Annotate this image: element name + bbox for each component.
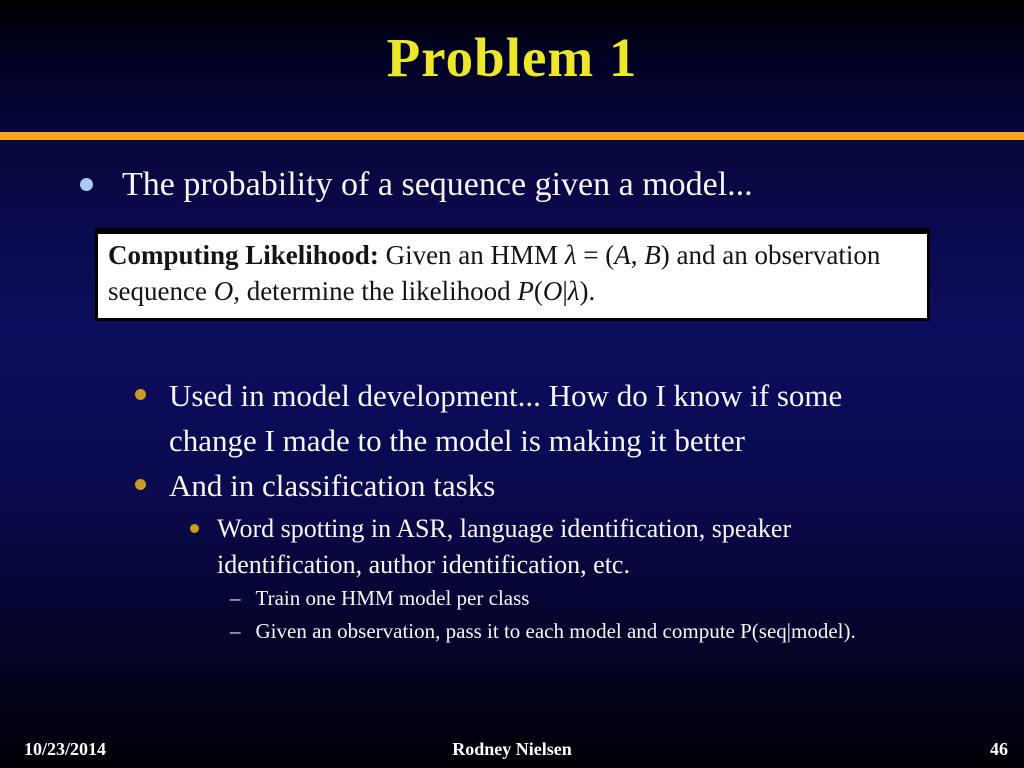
slide-title: Problem 1 — [386, 27, 638, 88]
excerpt-math-lambda: λ — [564, 240, 577, 270]
bullet-item-level3 — [190, 511, 930, 583]
bullet-dot-icon — [80, 178, 93, 191]
bullet-text — [169, 373, 842, 463]
bullet-item-level4 — [230, 617, 990, 645]
dash-bullet-icon: – — [230, 586, 241, 610]
excerpt-text: , determine the likelihood — [233, 276, 518, 306]
bullet-item-level1 — [80, 162, 980, 208]
bullet-line: change I made to the model is making it better — [169, 423, 745, 458]
bullet-dot-icon — [135, 479, 146, 490]
excerpt-math-B: B — [644, 240, 661, 270]
footer-page-number: 46 — [990, 739, 1008, 759]
excerpt-text: , — [630, 240, 645, 270]
excerpt-math-O: O — [213, 276, 234, 306]
bullet-line: Word spotting in ASR, language identification, speaker — [217, 514, 792, 543]
bullet-text: And in classification tasks — [169, 468, 496, 503]
footer-author: Rodney Nielsen — [452, 739, 572, 759]
bullet-line: identification, author identification, etc. — [217, 550, 630, 579]
excerpt-text: sequence — [108, 276, 214, 306]
dash-bullet-icon: – — [230, 619, 241, 643]
bullet-text — [217, 511, 791, 583]
bullet-item-level4 — [230, 584, 990, 612]
bullet-item-level2 — [135, 373, 935, 463]
excerpt-math-O2: O — [542, 276, 563, 306]
bullet-text: The probability of a sequence given a model... — [122, 166, 753, 203]
title-divider — [0, 132, 1024, 140]
bullet-item-level2 — [135, 463, 935, 508]
excerpt-math-lambda2: λ — [567, 276, 580, 306]
excerpt-text: = ( — [576, 240, 615, 270]
excerpt-text: ( — [533, 276, 543, 306]
bullet-text: Train one HMM model per class — [255, 586, 530, 610]
textbook-excerpt-box — [95, 228, 930, 321]
excerpt-text: Given an HMM — [378, 240, 565, 270]
excerpt-text: ) and an observation — [660, 240, 881, 270]
bullet-text: Given an observation, pass it to each model and compute P(seq|model). — [255, 619, 856, 643]
excerpt-text: ). — [579, 276, 596, 306]
excerpt-text: | — [562, 276, 568, 306]
footer-date: 10/23/2014 — [24, 739, 107, 759]
bullet-dot-icon — [135, 389, 146, 400]
excerpt-math-A: A — [614, 240, 631, 270]
bullet-dot-icon — [190, 524, 199, 533]
excerpt-math-P: P — [517, 276, 534, 306]
excerpt-lead: Computing Likelihood: — [108, 240, 379, 270]
bullet-line: Used in model development... How do I know if some — [169, 378, 843, 413]
